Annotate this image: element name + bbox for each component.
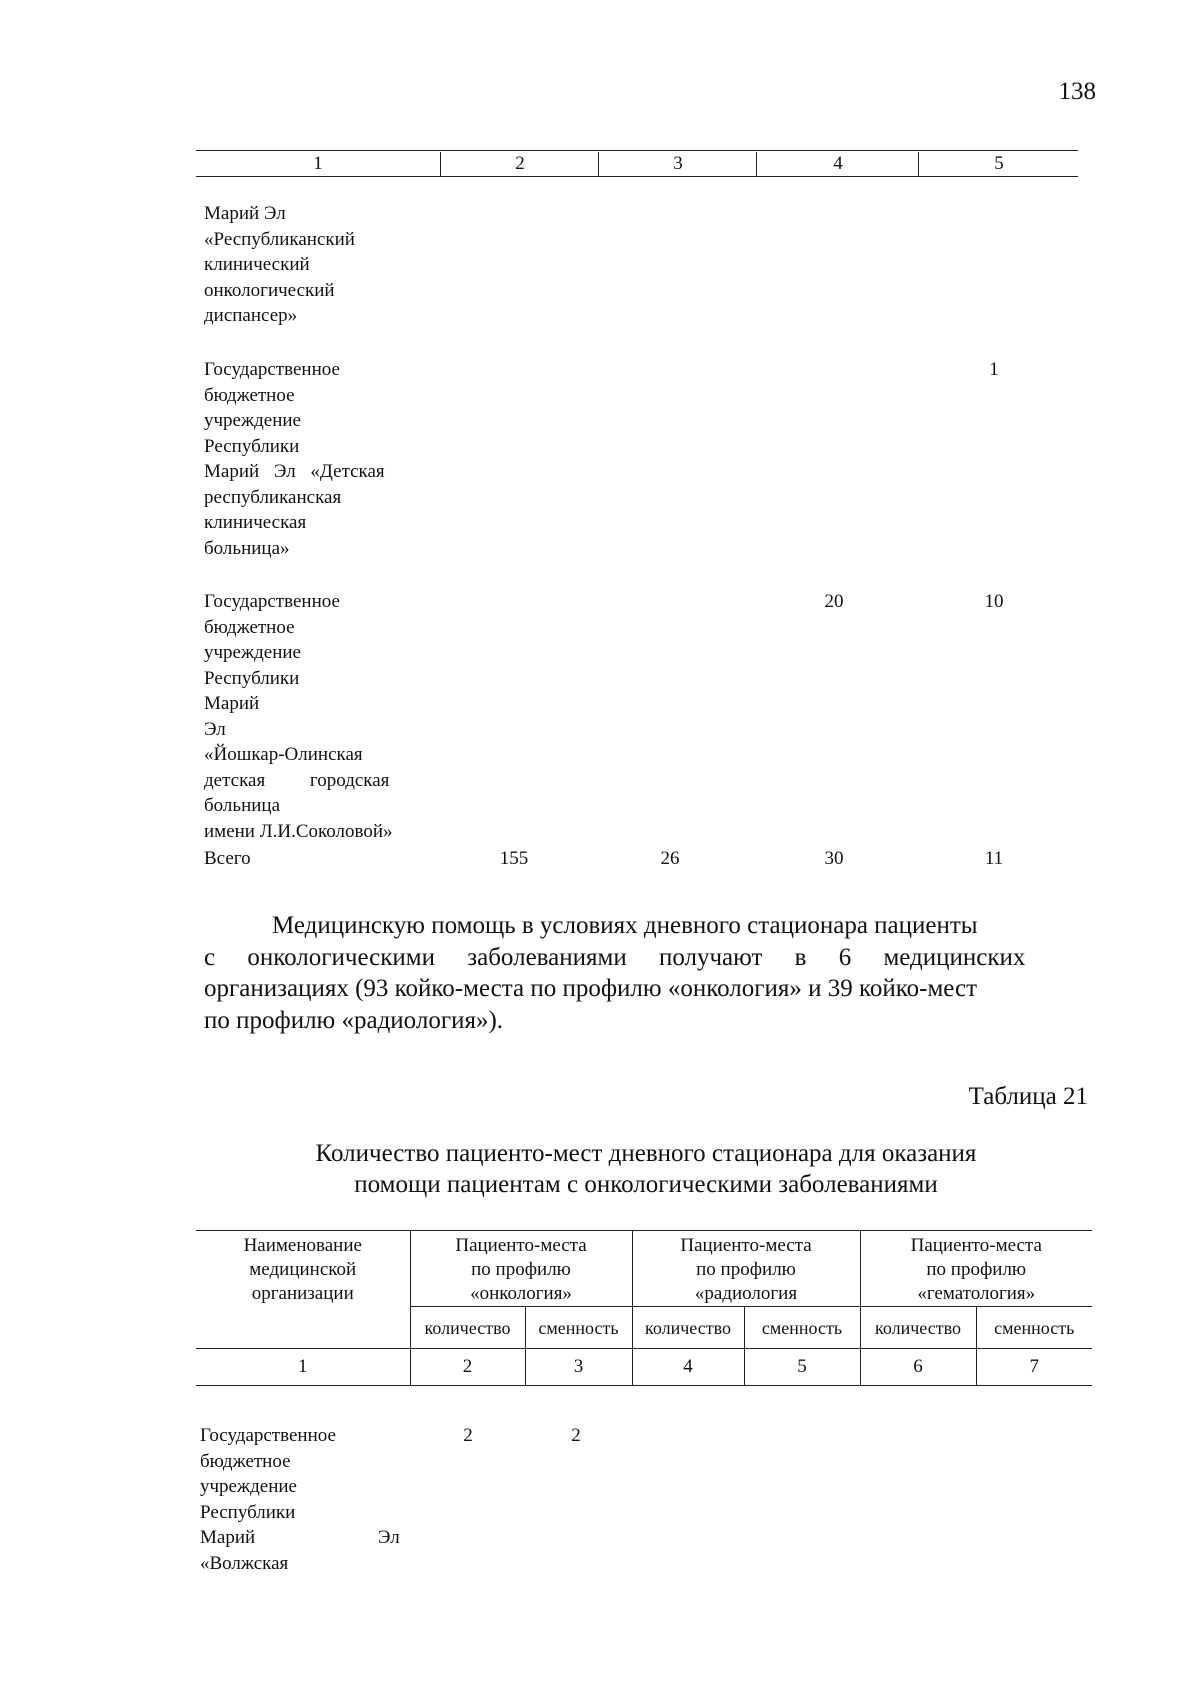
name-line: Государственное: [204, 359, 340, 380]
header-line: по профилю: [471, 1259, 571, 1280]
table-b-name-header: [196, 1231, 410, 1349]
table-b-group-radiology: [632, 1231, 860, 1307]
table-a-top-rule: [196, 150, 1078, 151]
header-line: «радиология: [694, 1283, 798, 1304]
name-line: Республики: [204, 667, 300, 689]
table-a-cell-col5: 10: [984, 591, 1004, 612]
table-a-total-row: [204, 846, 426, 872]
subheader-cell: сменность: [525, 1307, 632, 1349]
name-line: Государственное: [204, 591, 340, 612]
header-line: Наименование: [243, 1235, 362, 1256]
table-a-header: [196, 152, 1078, 176]
name-line: Республики: [204, 435, 300, 457]
table-a-row: [204, 357, 426, 561]
name-line: Государственное: [200, 1425, 336, 1446]
table-a-col-1: 1: [313, 153, 323, 174]
table-b-group-header: [196, 1231, 1092, 1307]
name-line: бюджетное: [200, 1450, 291, 1472]
table-a-total-col5: 11: [984, 848, 1004, 869]
column-number: 1: [196, 1349, 410, 1386]
table-a-cell-col5: 1: [989, 359, 999, 380]
table-b-group-oncology: [410, 1231, 632, 1307]
header-line: «онкология»: [470, 1283, 572, 1304]
header-line: Пациенто-места: [680, 1235, 812, 1256]
subheader-cell: сменность: [976, 1307, 1092, 1349]
name-line: больница: [204, 795, 280, 816]
name-line: Марий Эл: [204, 693, 260, 740]
table-a-total-col3: 26: [660, 848, 680, 869]
table-a-col-3: 3: [598, 152, 757, 176]
table-a-total-col4: 30: [824, 848, 844, 869]
table-a-header-rule: [196, 176, 1078, 177]
column-number: 5: [744, 1349, 860, 1386]
column-number: 4: [632, 1349, 744, 1386]
name-line: Марий Эл: [200, 1527, 400, 1548]
header-line: организации: [251, 1283, 354, 1304]
column-number: 6: [860, 1349, 976, 1386]
table-b-cell-col3: 2: [571, 1425, 581, 1446]
name-line: «Волжская: [200, 1552, 289, 1574]
name-line: учреждение: [200, 1476, 297, 1497]
paragraph-line: Медицинскую помощь в условиях дневного стационара пациенты: [272, 912, 978, 939]
name-line: онкологический: [204, 279, 335, 301]
name-line: бюджетное: [204, 384, 295, 406]
subheader-cell: количество: [410, 1307, 525, 1349]
org-name: [204, 201, 426, 329]
name-text: Марий Эл: [204, 203, 286, 224]
column-number: 7: [976, 1349, 1092, 1386]
header-line: по профилю: [926, 1259, 1027, 1280]
column-number: 2: [410, 1349, 525, 1386]
table-a-row: [204, 589, 426, 844]
header-line: «гематология»: [917, 1283, 1036, 1304]
table-title: [196, 1138, 1096, 1200]
subheader-cell: количество: [860, 1307, 976, 1349]
body-paragraph: [204, 910, 1088, 1036]
table-label: Таблица 21: [968, 1083, 1088, 1110]
name-line: Всего: [204, 848, 251, 869]
table-b: [196, 1230, 1092, 1386]
total-label: [204, 846, 426, 872]
column-number: 3: [525, 1349, 632, 1386]
header-line: по профилю: [696, 1259, 796, 1280]
header-line: медицинской: [249, 1259, 357, 1280]
name-line: «Йошкар-Олинская: [204, 744, 363, 765]
page-number: 138: [1058, 78, 1096, 105]
name-line: учреждение: [204, 642, 301, 663]
table-a-cell-col4: 20: [824, 591, 844, 612]
table-title-line: Количество пациенто-мест дневного стационара для оказания: [315, 1140, 977, 1167]
table-title-line: помощи пациентам с онкологическими заболеваниями: [354, 1171, 938, 1198]
org-name: [200, 1423, 408, 1576]
table-b-column-numbers: [196, 1349, 1092, 1386]
table-a-col-2: 2: [440, 152, 599, 176]
subheader-cell: сменность: [744, 1307, 860, 1349]
table-a-row: [204, 201, 426, 329]
table-a-col-4: 4: [756, 152, 919, 176]
name-line: Республики: [200, 1501, 296, 1523]
name-line: диспансер»: [204, 305, 298, 326]
name-line: детская городская: [204, 769, 390, 791]
name-line: [204, 201, 426, 227]
paragraph-line: организациях (93 койко-места по профилю «онкология» и 39 койко-мест: [204, 975, 977, 1002]
org-name: [204, 589, 426, 844]
name-line: «Республиканский: [204, 228, 355, 250]
name-line: клинический: [204, 254, 310, 275]
table-b-group-hematology: [860, 1231, 1092, 1307]
subheader-cell: количество: [632, 1307, 744, 1349]
name-line: имени Л.И.Соколовой»: [204, 820, 393, 842]
name-line: учреждение: [204, 410, 301, 431]
name-line: клиническая: [204, 512, 307, 533]
org-name: [204, 357, 426, 561]
paragraph-line: по профилю «радиология»).: [204, 1006, 504, 1034]
table-a-col-5: 5: [918, 152, 1079, 176]
header-line: Пациенто-места: [455, 1235, 587, 1256]
table-a-total-col2: 155: [499, 848, 529, 869]
header-line: Пациенто-места: [910, 1235, 1042, 1256]
name-line: республиканская: [204, 486, 342, 508]
name-line: Марий Эл «Детская: [204, 461, 385, 482]
name-line: больница»: [204, 537, 290, 559]
name-line: бюджетное: [204, 616, 295, 638]
table-b-row: [200, 1423, 408, 1576]
table-b-cell-col2: 2: [463, 1425, 473, 1446]
paragraph-line: с онкологическими заболеваниями получают в 6 медицинских: [204, 943, 1026, 971]
